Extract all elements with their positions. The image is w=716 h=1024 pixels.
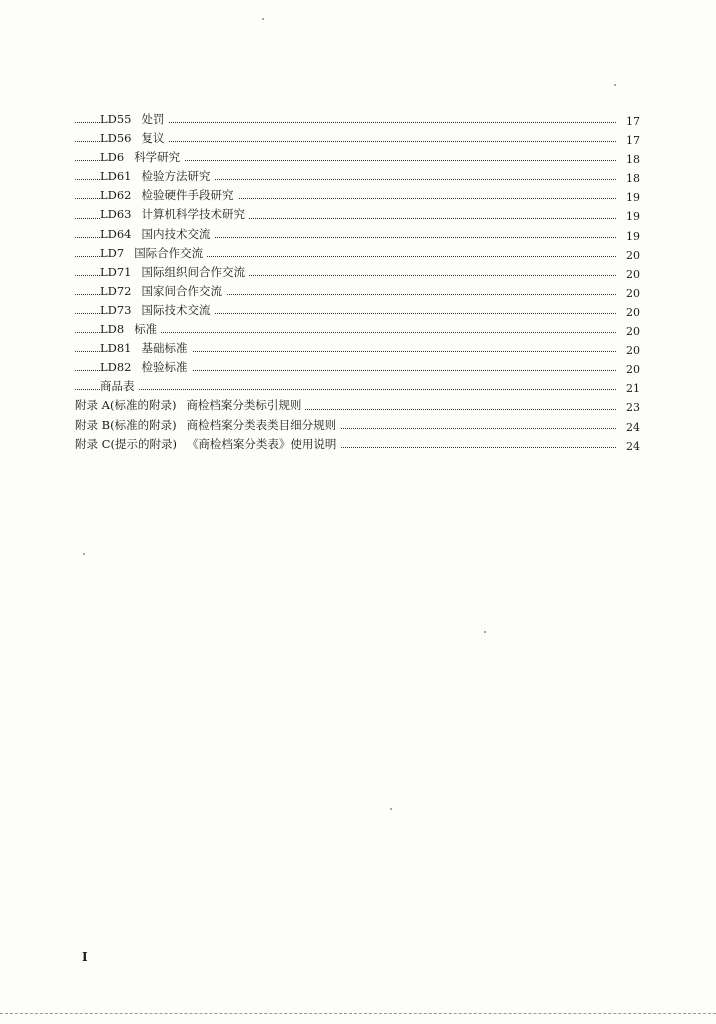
toc-entry-page: 18 xyxy=(618,150,640,169)
toc-entry xyxy=(75,416,640,435)
scan-speck xyxy=(262,18,264,20)
toc-entry xyxy=(75,339,640,358)
toc-entry-code: LD6 xyxy=(100,150,125,165)
toc-entry-code: LD63 xyxy=(100,207,132,222)
toc-entry-label xyxy=(100,110,169,129)
toc-entry xyxy=(75,244,640,263)
toc-entry-page: 18 xyxy=(618,169,640,188)
toc-entry-code: LD62 xyxy=(100,188,132,203)
toc-entry-page: 24 xyxy=(618,437,640,456)
scan-edge-line xyxy=(0,1013,716,1014)
toc-entry-page: 19 xyxy=(618,188,640,207)
toc-entry xyxy=(75,186,640,205)
toc-entry-page: 21 xyxy=(618,379,640,398)
toc-entry-title: 标准 xyxy=(134,322,158,337)
toc-entry xyxy=(75,435,640,454)
toc-entry-title: 科学研究 xyxy=(134,150,181,165)
toc-entry-title: 基础标准 xyxy=(141,341,188,356)
toc-entry-page: 20 xyxy=(618,341,640,360)
toc-entry-code: LD61 xyxy=(100,169,132,184)
toc-entry-code: LD81 xyxy=(100,341,132,356)
toc-entry-label xyxy=(100,225,215,244)
toc-entry-title: 检验硬件手段研究 xyxy=(141,188,234,203)
toc-entry xyxy=(75,167,640,186)
toc-entry xyxy=(75,225,640,244)
toc-entry-label xyxy=(75,416,340,435)
toc-entry-title: 国内技术交流 xyxy=(141,226,211,241)
toc-entry-title: 商检档案分类表类目细分规则 xyxy=(186,417,337,432)
toc-entry-label xyxy=(100,377,139,396)
toc-entry-label xyxy=(100,186,238,205)
toc-entry-page: 19 xyxy=(618,207,640,226)
toc-entry-title: 《商检档案分类表》使用说明 xyxy=(186,436,337,451)
toc-entry-code: LD71 xyxy=(100,264,132,279)
toc-entry-title: 国家间合作交流 xyxy=(141,283,222,298)
toc-entry xyxy=(75,377,640,396)
toc-entry-page: 19 xyxy=(618,227,640,246)
toc-entry-label xyxy=(100,167,215,186)
toc-entry xyxy=(75,263,640,282)
toc-entry-page: 23 xyxy=(618,398,640,417)
toc-entry-title: 国际技术交流 xyxy=(141,302,211,317)
toc-entry xyxy=(75,205,640,224)
toc-entry-code: LD7 xyxy=(100,245,125,260)
toc-entry-title: 商品表 xyxy=(100,379,135,394)
toc-entry-label xyxy=(100,205,249,224)
toc-entry-page: 20 xyxy=(618,360,640,379)
toc-entry-title: 国际合作交流 xyxy=(134,245,204,260)
scan-speck xyxy=(83,553,85,555)
page-folio: I xyxy=(82,950,88,964)
toc-entry-page: 20 xyxy=(618,265,640,284)
toc-entry xyxy=(75,129,640,148)
toc-entry-label xyxy=(100,263,249,282)
scan-speck xyxy=(390,808,392,810)
toc-entry-code: LD8 xyxy=(100,322,125,337)
toc-entry-title: 计算机科学技术研究 xyxy=(141,207,245,222)
toc-entry-page: 17 xyxy=(618,131,640,150)
toc-entry-label xyxy=(75,435,340,454)
toc-entry-label xyxy=(100,282,226,301)
toc-entry-label xyxy=(100,358,192,377)
toc-entry-title: 处罚 xyxy=(141,112,165,126)
scan-speck xyxy=(614,84,616,86)
table-of-contents xyxy=(75,110,640,454)
toc-entry-code: LD82 xyxy=(100,360,132,375)
toc-entry-page: 20 xyxy=(618,322,640,341)
toc-entry-page: 20 xyxy=(618,303,640,322)
toc-entry-label xyxy=(100,301,215,320)
toc-entry-code: 附录 B(标准的附录) xyxy=(75,417,177,432)
toc-entry-title: 商检档案分类标引规则 xyxy=(186,398,302,413)
toc-entry xyxy=(75,110,640,129)
toc-entry xyxy=(75,396,640,415)
toc-entry-page: 24 xyxy=(618,418,640,437)
toc-entry-title: 检验方法研究 xyxy=(141,169,211,184)
toc-entry-page: 20 xyxy=(618,246,640,265)
toc-entry-code: LD73 xyxy=(100,302,132,317)
toc-entry-code: LD55 xyxy=(100,112,132,126)
toc-entry-label xyxy=(75,396,305,415)
toc-entry-title: 检验标准 xyxy=(141,360,188,375)
toc-entry-title: 国际组织间合作交流 xyxy=(141,264,245,279)
toc-entry xyxy=(75,148,640,167)
toc-entry-label xyxy=(100,148,184,167)
toc-entry xyxy=(75,358,640,377)
scan-speck xyxy=(484,631,486,633)
toc-entry-page: 20 xyxy=(618,284,640,303)
toc-entry-code: LD64 xyxy=(100,226,132,241)
toc-entry-code: LD56 xyxy=(100,131,132,146)
toc-entry-label xyxy=(100,244,207,263)
toc-entry-code: LD72 xyxy=(100,283,132,298)
toc-entry-code: 附录 A(标准的附录) xyxy=(75,398,177,413)
toc-entry xyxy=(75,282,640,301)
toc-entry-label xyxy=(100,320,161,339)
toc-entry-title: 复议 xyxy=(141,131,165,146)
toc-entry xyxy=(75,301,640,320)
toc-entry-label xyxy=(100,129,169,148)
dot-leader xyxy=(75,389,616,390)
toc-entry-page: 17 xyxy=(618,112,640,131)
toc-entry-label xyxy=(100,339,192,358)
toc-entry xyxy=(75,320,640,339)
toc-entry-code: 附录 C(提示的附录) xyxy=(75,436,177,451)
